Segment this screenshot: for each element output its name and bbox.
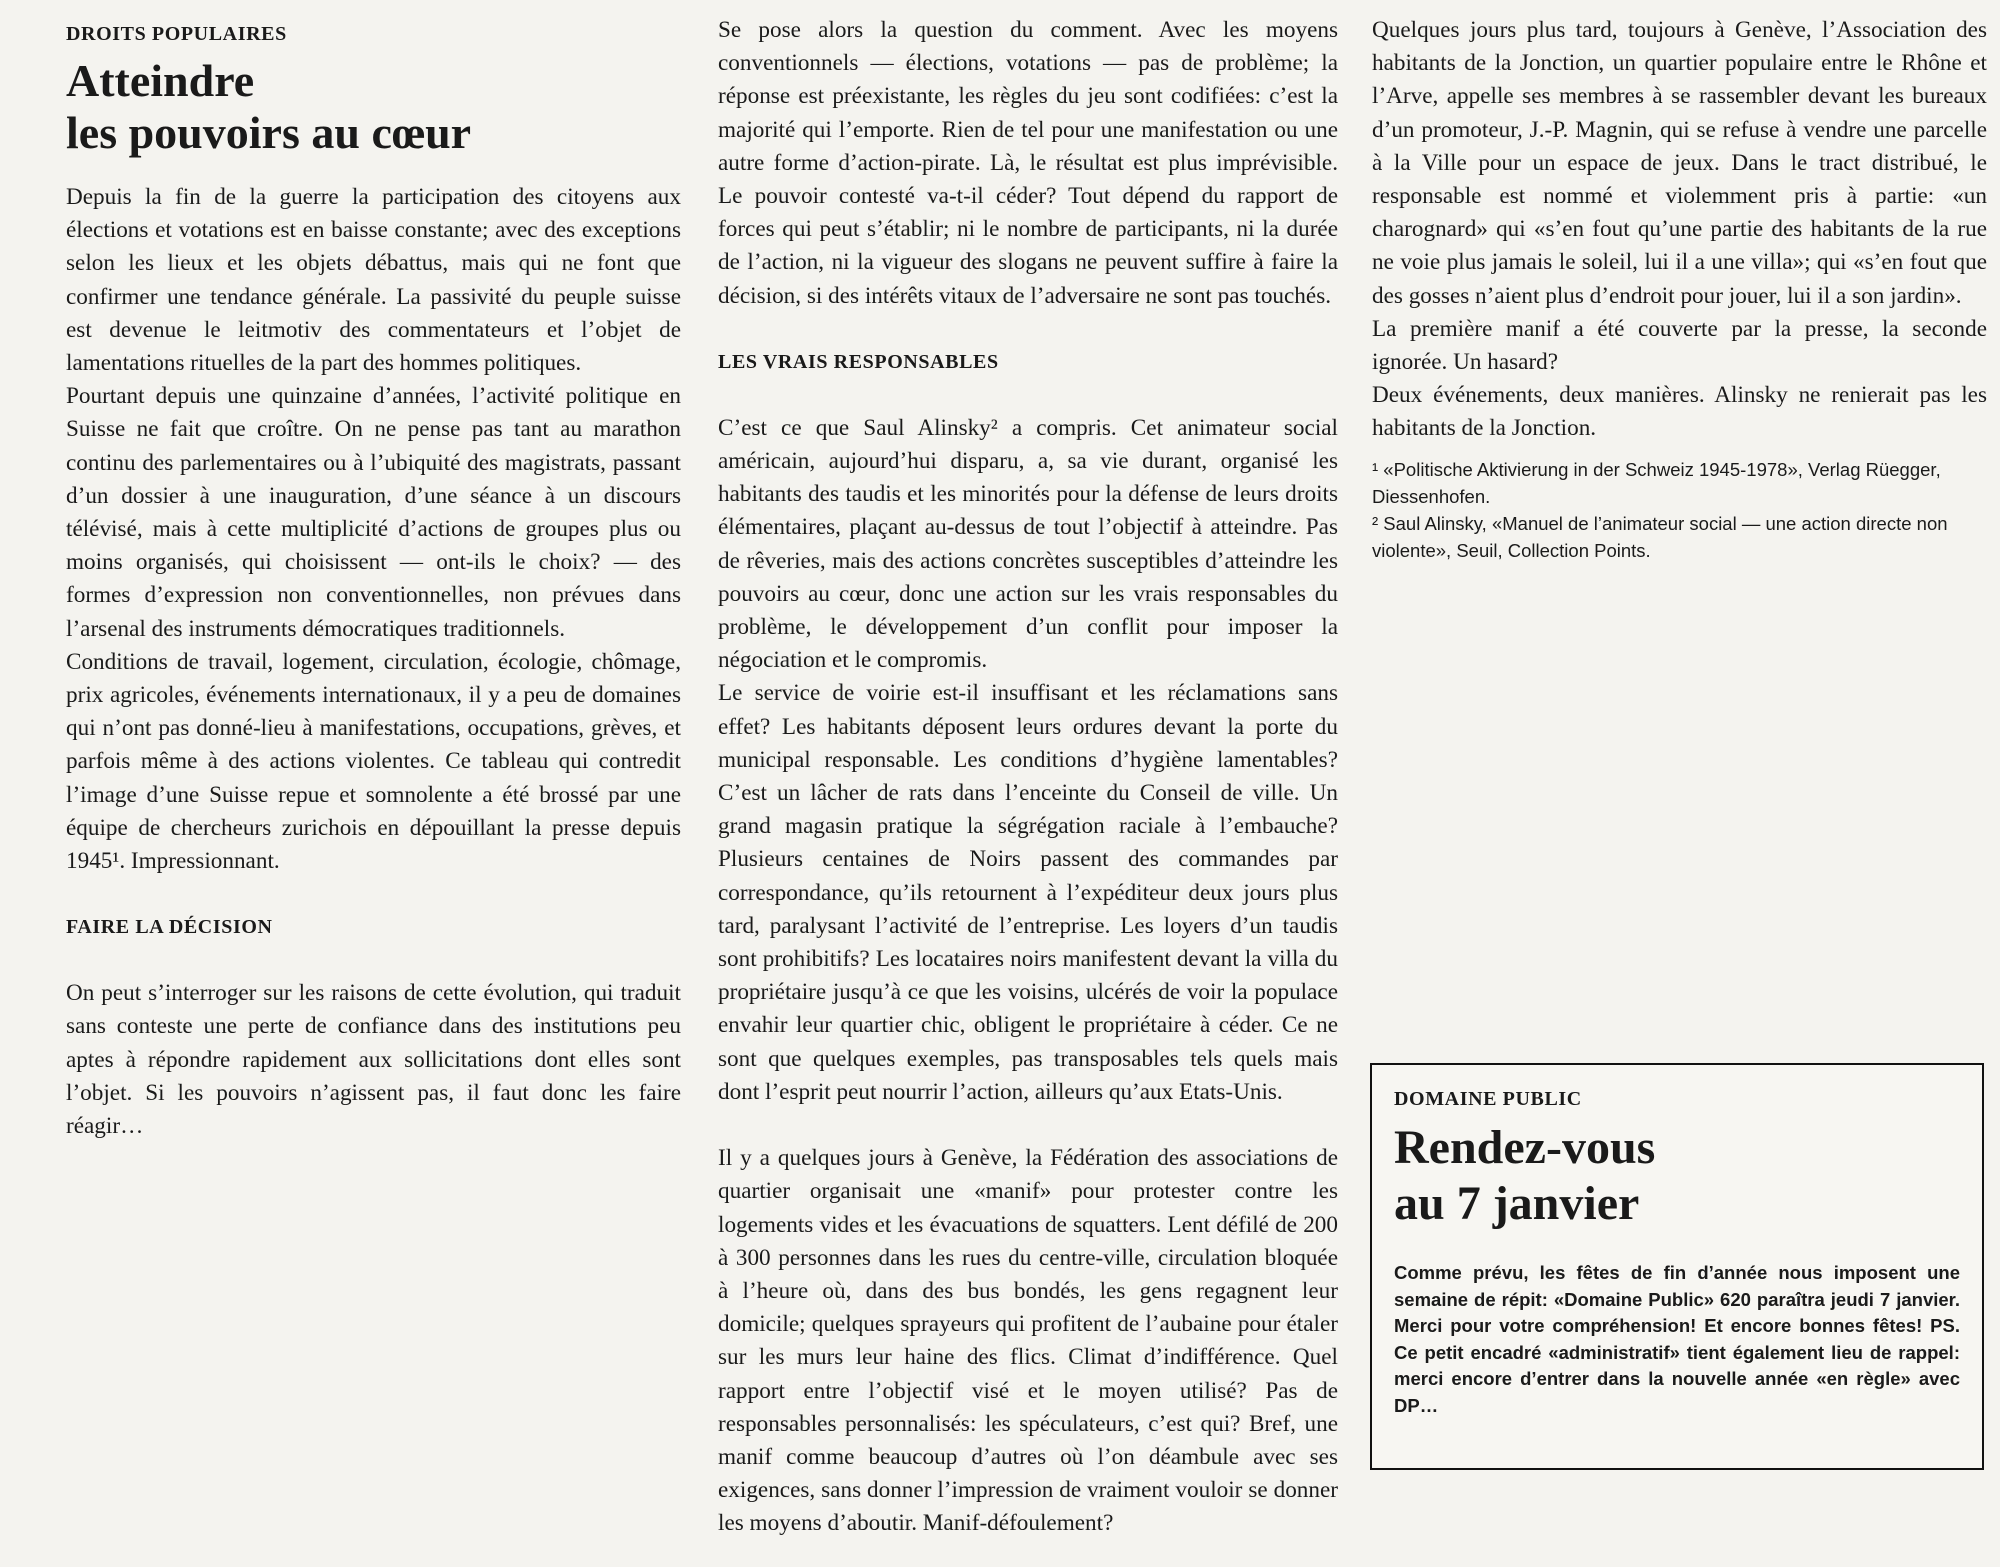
- article-title: [66, 55, 681, 159]
- footnote-1: ¹ «Politische Aktivierung in der Schweiz 1945-1978», Verlag Rüegger, Diessenhofen.: [1372, 458, 1941, 507]
- section1-paragraph-1: On peut s’interroger sur les raisons de cette évolution, qui traduit sans conteste une perte de confiance dans des institutions peu aptes à répondre rapidement aux sollicitations dont elles sont l’objet. Si les pouvoirs n’agissent pas, il faut donc les faire réagir…: [66, 980, 681, 1140]
- footnote-2: ² Saul Alinsky, «Manuel de l’animateur social — une action directe non violente», Seuil, Collection Points.: [1372, 512, 1948, 561]
- section2-paragraph-3: Il y a quelques jours à Genève, la Fédération des associations de quartier organisait une «manif» pour protester contre les logements vides et les évacuations de squatters. Lent défilé de 200 à 300 personnes dans les rues du centre-ville, circulation bloquée à l’heure où, dans des bus bondés, les gens regagnent leur domicile; quelques sprayeurs qui profitent de l’aubaine pour étaler sur les murs leur haine des flics. Climat d’indifférence. Quel rapport entre l’objectif visé et le moyen utilisé? Pas de responsables personnalisés: les spéculateurs, c’est qui? Bref, une manif comme beaucoup d’autres où l’on déambule avec ses exigences, sans donner l’impression de vraiment vouloir se donner les moyens d’aboutir. Manif-défoulement?: [718, 1145, 1338, 1537]
- notice-title: [1394, 1120, 1960, 1232]
- section2-paragraph-5: La première manif a été couverte par la presse, la seconde ignorée. Un hasard?: [1372, 315, 1987, 376]
- intro-paragraph-1: Depuis la fin de la guerre la participation des citoyens aux élections et votations est en baisse constante; avec des exceptions selon les lieux et les objets débattus, mais qui ne font que confirmer une tendance générale. La passivité du peuple suisse est devenue le leitmotiv des commentateurs et l’objet de lamentations rituelles de la part des hommes politiques.: [66, 184, 681, 377]
- notice-text: Comme prévu, les fêtes de fin d’année nous imposent une semaine de répit: «Domaine Public» 620 paraîtra jeudi 7 janvier. Merci pour votre compréhension! Et encore bonnes fêtes! PS. Ce petit encadré «administratif» tient également lieu de rappel: merci encore d’entrer dans la nouvelle année «en règle» avec DP…: [1394, 1262, 1960, 1416]
- intro-paragraph-3: Conditions de travail, logement, circulation, écologie, chômage, prix agricoles, événements internationaux, il y a peu de domaines qui n’ont pas donné-lieu à manifestations, occupations, grèves, et parfois même à des actions violentes. Ce tableau qui contredit l’image d’une Suisse repue et somnolente a été brossé par une équipe de chercheurs zurichois en dépouillant la presse depuis 1945¹. Impressionnant.: [66, 648, 681, 875]
- notice-title-line-1: Rendez-vous: [1394, 1121, 1656, 1174]
- notice-box: [1370, 1063, 1984, 1470]
- intro-paragraph-2: Pourtant depuis une quinzaine d’années, l’activité politique en Suisse ne fait que croître. On ne pense pas tant au marathon continu des parlementaires ou à l’ubiquité des magistrats, passant d’un dossier à une inauguration, d’une séance à un discours télévisé, mais à cette multiplicité d’actions de groupes plus ou moins organisés, qui choisissent — ont-ils le choix? — des formes d’expression non conventionnelles, non prévues dans l’arsenal des instruments démocratiques traditionnels.: [66, 383, 681, 642]
- section-heading-faire-la-decision: FAIRE LA DÉCISION: [66, 916, 273, 939]
- column-3: [1372, 18, 1987, 564]
- footnotes: [1372, 456, 1987, 564]
- section2-paragraph-6: Deux événements, deux manières. Alinsky ne renierait pas les habitants de la Jonction.: [1372, 382, 1987, 442]
- notice-rubric: DOMAINE PUBLIC: [1394, 1088, 1582, 1110]
- section-heading-les-vrais-responsables: LES VRAIS RESPONSABLES: [718, 350, 999, 373]
- notice-title-line-2: au 7 janvier: [1394, 1177, 1640, 1230]
- section1-paragraph-2: Se pose alors la question du comment. Avec les moyens conventionnels — élections, votations — pas de problème; la réponse est préexistante, les règles du jeu sont codifiées: c’est la majorité qui l’emporte. Rien de tel pour une manifestation ou une autre forme d’action-pirate. Là, le résultat est plus imprévisible. Le pouvoir contesté va-t-il céder? Tout dépend du rapport de forces qui peut s’établir; ni le nombre de participants, ni la durée de l’action, ni la vigueur des slogans ne peuvent suffire à faire la décision, si des intérêts vitaux de l’adversaire ne sont pas touchés.: [718, 17, 1338, 309]
- column-2: [718, 18, 1338, 1541]
- section2-paragraph-1: C’est ce que Saul Alinsky² a compris. Cet animateur social américain, aujourd’hui disparu, a, sa vie durant, organisé les habitants des taudis et les minorités pour la défense de leurs droits élémentaires, plaçant au-dessus de tout l’objectif à atteindre. Pas de rêveries, mais des actions concrètes susceptibles d’atteindre les pouvoirs au cœur, donc une action sur les vrais responsables du problème, le développement d’un conflit pour imposer la négociation et le compromis.: [718, 414, 1338, 674]
- article-title-line-2: les pouvoirs au cœur: [66, 107, 472, 158]
- article-rubric: DROITS POPULAIRES: [66, 23, 287, 45]
- section2-paragraph-2: Le service de voirie est-il insuffisant et les réclamations sans effet? Les habitants déposent leurs ordures devant la porte du municipal responsable. Les conditions d’hygiène lamentables? C’est un lâcher de rats dans l’enceinte du Conseil de ville. Un grand magasin pratique la ségrégation raciale à l’embauche? Plusieurs centaines de Noirs passent des commandes par correspondance, qu’ils retournent à l’expéditeur deux jours plus tard, paralysant l’activité de l’entreprise. Les loyers d’un taudis sont prohibitifs? Les locataires noirs manifestent devant la villa du propriétaire jusqu’à ce que les voisins, ulcérés de voir la populace envahir leur quartier chic, obligent le propriétaire à céder. Ce ne sont que quelques exemples, pas transposables tels quels mais dont l’esprit peut nourrir l’action, ailleurs qu’aux Etats-Unis.: [718, 680, 1338, 1105]
- column-1: [66, 18, 681, 1143]
- section2-paragraph-4: Quelques jours plus tard, toujours à Genève, l’Association des habitants de la Jonction, un quartier populaire entre le Rhône et l’Arve, appelle ses membres à se rassembler devant les bureaux d’un promoteur, J.-P. Magnin, qui se refuse à vendre une parcelle à la Ville pour un espace de jeux. Dans le tract distribué, le responsable est nommé et violemment pris à partie: «un charognard» qui «s’en fout qu’une partie des habitants de la rue ne voie plus jamais le soleil, lui il a une villa»; qui «s’en fout que des gosses n’aient plus d’endroit pour jouer, lui il a son jardin».: [1372, 17, 1987, 309]
- article-title-line-1: Atteindre: [66, 55, 255, 106]
